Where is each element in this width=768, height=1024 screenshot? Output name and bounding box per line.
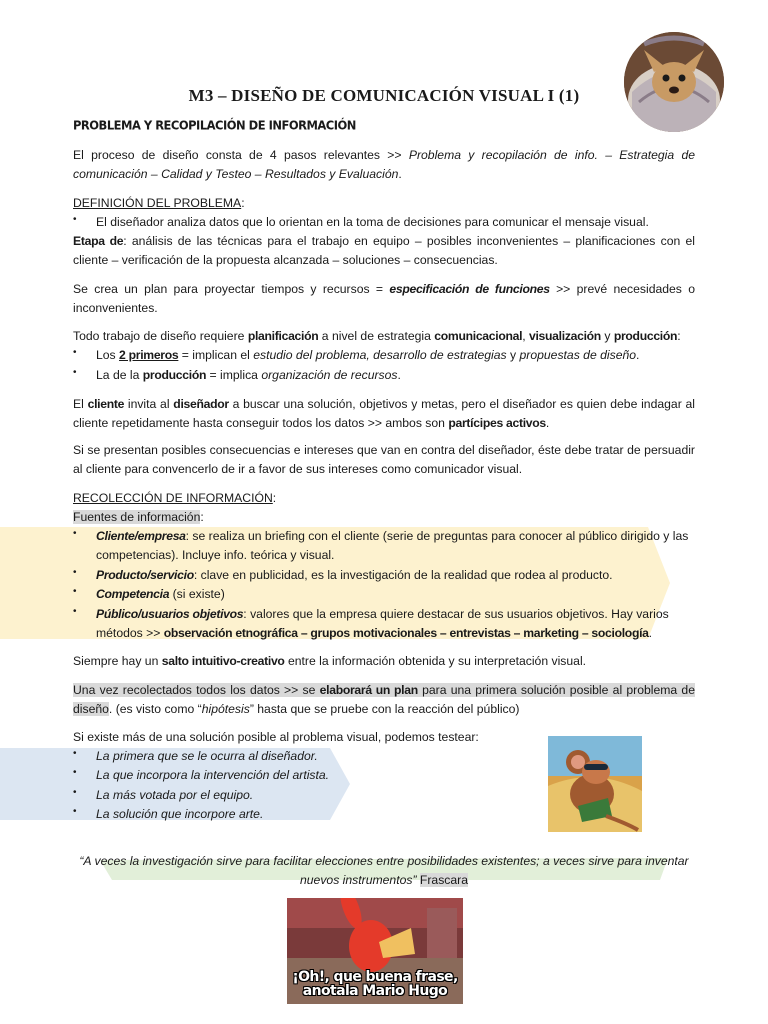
fuente-item-producto: Producto/servicio: clave en publicidad, es la investigación de la realidad que rodea al producto. [96, 568, 613, 582]
bullet-dot: • [73, 586, 77, 597]
bullet-dot: • [73, 567, 77, 578]
meme-caption [287, 970, 463, 998]
plan-paragraph: Se crea un plan para proyectar tiempos y recursos = especificación de funciones >> prevé necesidades o inconvenientes. [73, 282, 696, 315]
recoleccion-heading: RECOLECCIÓN DE INFORMACIÓN: [73, 491, 277, 505]
cliente-paragraph: El cliente invita al diseñador a buscar una solución, objetivos y metas, pero el diseñador es quien debe indagar al cliente repetidamente hasta conseguir todos los datos >> ambos son partícipes activos. [73, 397, 695, 430]
fuente-item-cliente: Cliente/empresa: se realiza un briefing con el cliente (serie de preguntas para conocer al público dirigido y las competencias). Incluye info. teórica y visual. [96, 529, 689, 562]
chihuahua-avatar-image [624, 32, 724, 132]
bullet-dot: • [73, 806, 77, 817]
testeo-item-2: La que incorpora la intervención del artista. [96, 768, 330, 782]
document-title: M3 – DISEÑO DE COMUNICACIÓN VISUAL I (1) [188, 86, 580, 105]
mouse-reading-image [548, 736, 642, 832]
bullet-dot: • [73, 767, 77, 778]
definicion-bullet: El diseñador analiza datos que lo orientan en la toma de decisiones para comunicar el mensaje visual. [96, 215, 649, 229]
testeo-item-1: La primera que se le ocurra al diseñador. [96, 749, 318, 763]
consecuencias-paragraph: Si se presentan posibles consecuencias e intereses que van en contra del diseñador, éste debe tratar de persuadir al cliente para convencerlo de ir a favor de sus intereses como comunicador visual. [73, 443, 695, 476]
fuente-item-competencia: Competencia (si existe) [96, 587, 225, 601]
trabajo-bullet-1: Los 2 primeros = implican el estudio del problema, desarrollo de estrategias y propuestas de diseño. [96, 348, 640, 362]
fuente-item-publico: Público/usuarios objetivos: valores que la empresa quiere destacar de sus usuarios objetivos. Hay varios métodos >> observación etnográfica – grupos motivacionales – entrevistas – marketing – sociología. [96, 607, 669, 640]
bunny-meme-image [287, 898, 463, 1004]
definicion-heading: DEFINICIÓN DEL PROBLEMA: [73, 196, 245, 210]
trabajo-paragraph: Todo trabajo de diseño requiere planificación a nivel de estrategia comunicacional, visualización y producción: [73, 329, 681, 343]
etapa-paragraph: Etapa de: análisis de las técnicas para el trabajo en equipo – posibles inconvenientes – planificaciones con el cliente – verificación de la propuesta alcanzada – soluciones – consecuencias. [73, 234, 695, 267]
frascara-quote: “A veces la investigación sirve para facilitar elecciones entre posibilidades existentes; a veces sirve para inventar nuevos instrumentos” Frascara [79, 854, 689, 887]
section-heading: PROBLEMA Y RECOPILACIÓN DE INFORMACIÓN [73, 117, 356, 133]
testeo-item-4: La solución que incorpore arte. [96, 807, 264, 821]
bullet-dot: • [73, 214, 77, 225]
intro-paragraph: El proceso de diseño consta de 4 pasos relevantes >> Problema y recopilación de info. – Estrategia de comunicación – Calidad y Testeo – Resultados y Evaluación. [73, 148, 695, 181]
meme-caption-line-2: anotala Mario Hugo [302, 983, 448, 999]
bullet-dot: • [73, 787, 77, 798]
plan-solucion-paragraph: Una vez recolectados todos los datos >> se elaborará un plan para una primera solución posible al problema de diseño. (es visto como “hipótesis” hasta que se pruebe con la reacción del público) [73, 683, 695, 716]
bullet-dot: • [73, 606, 77, 617]
testeo-item-3: La más votada por el equipo. [96, 788, 254, 802]
fuentes-label: Fuentes de información: [73, 510, 204, 524]
bullet-dot: • [73, 748, 77, 759]
meme-caption-line-1: ¡Oh!, que buena frase, [292, 969, 458, 985]
bullet-dot: • [73, 347, 77, 358]
bullet-dot: • [73, 528, 77, 539]
salto-paragraph: Siempre hay un salto intuitivo-creativo entre la información obtenida y su interpretación visual. [73, 654, 587, 668]
trabajo-bullet-2: La de la producción = implica organización de recursos. [96, 368, 401, 382]
testeo-intro: Si existe más de una solución posible al problema visual, podemos testear: [73, 730, 479, 744]
bullet-dot: • [73, 367, 77, 378]
